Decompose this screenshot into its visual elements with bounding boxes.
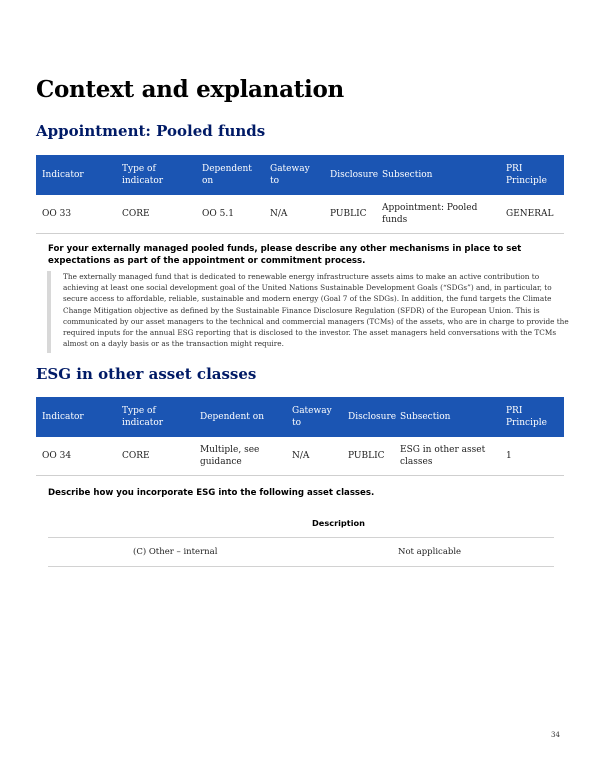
header-subsection: Subsection [376,155,500,195]
header-principle: PRI Principle [500,155,564,195]
question-text-oo33: For your externally managed pooled funds, please describe any other mechanisms in place to set expectations as part of the appointment or commitment process. [48,244,522,266]
cell-indicator: OO 34 [36,437,116,476]
answer-text-oo33: The externally managed fund that is dedicated to renewable energy infrastructure assets aims to make an active contribution to achieving at least one social development goal of the United Nations Sustainable Development Goals (“SDGs”) and, in particular, to secure access to affordable, reliable, sustainable and modern energy (Goal 7 of the SDGs). In addition, the fund targets the Climate Change Mitigation objective as defined by the Sustainable Finance Disclosure Regulation (SFDR) of the European Union. This is communicated by our asset managers to the technical and commercial managers (TCMs) of the assets, who are in charge to provide the required inputs for the annual ESG reporting that is disclosed to the investor. The asset managers held conversations with the TCMs almost on a dayly basis or as the transaction might require. [47,271,573,353]
section-title-pooled-funds: Appointment: Pooled funds [36,122,266,140]
cell-disclosure: PUBLIC [324,195,376,234]
header-type: Type of indicator [116,155,196,195]
section-title-esg-other: ESG in other asset classes [36,365,257,383]
description-row-value: Not applicable [398,547,462,557]
header-dependent: Dependent on [194,397,286,437]
header-dependent: Dependent on [196,155,264,195]
cell-type: CORE [116,195,196,234]
question-text-oo34: Describe how you incorporate ESG into the following asset classes. [48,488,375,498]
cell-principle: 1 [500,437,564,476]
description-column-header: Description [312,518,365,528]
indicator-table-oo34 [36,397,564,476]
cell-type: CORE [116,437,194,476]
description-divider-top [48,537,554,538]
header-indicator: Indicator [36,155,116,195]
description-divider-bottom [48,566,554,567]
page-number: 34 [551,731,560,739]
cell-subsection: ESG in other asset classes [394,437,500,476]
description-row-label: (C) Other – internal [133,547,218,557]
table-header-row [36,155,564,195]
cell-disclosure: PUBLIC [342,437,394,476]
indicator-table-oo33 [36,155,564,234]
cell-principle: GENERAL [500,195,564,234]
table-header-row [36,397,564,437]
header-principle: PRI Principle [500,397,564,437]
page-title: Context and explanation [36,76,344,103]
header-type: Type of indicator [116,397,194,437]
header-indicator: Indicator [36,397,116,437]
cell-dependent: Multiple, see guidance [194,437,286,476]
cell-gateway: N/A [286,437,342,476]
cell-gateway: N/A [264,195,324,234]
header-disclosure: Disclosure [342,397,394,437]
table-row [36,437,564,476]
header-disclosure: Disclosure [324,155,376,195]
header-subsection: Subsection [394,397,500,437]
table-row [36,195,564,234]
cell-dependent: OO 5.1 [196,195,264,234]
header-gateway: Gateway to [264,155,324,195]
header-gateway: Gateway to [286,397,342,437]
cell-indicator: OO 33 [36,195,116,234]
cell-subsection: Appointment: Pooled funds [376,195,500,234]
